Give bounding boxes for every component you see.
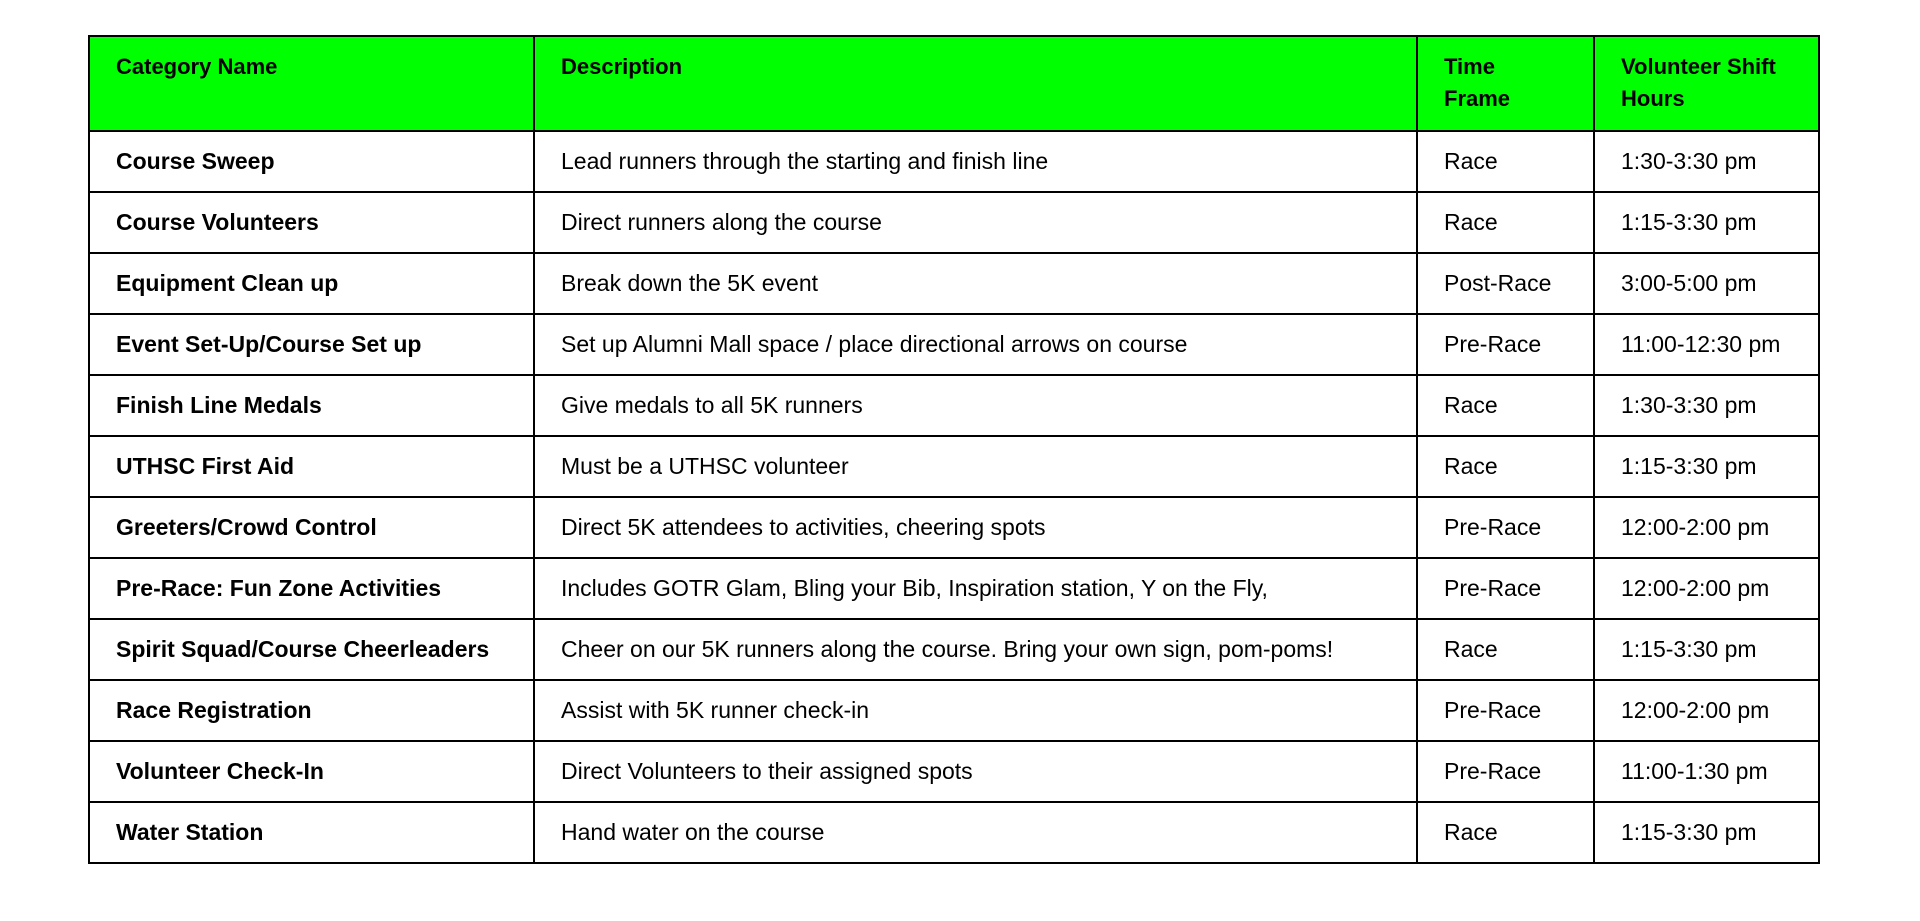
- table-row: [89, 802, 1819, 863]
- cell-description: Direct runners along the course: [534, 192, 1417, 253]
- header-time-frame: Time Frame: [1417, 36, 1594, 131]
- cell-time-frame: Race: [1417, 131, 1594, 192]
- cell-shift-hours: 1:30-3:30 pm: [1594, 131, 1819, 192]
- cell-time-frame: Post-Race: [1417, 253, 1594, 314]
- cell-description: Lead runners through the starting and finish line: [534, 131, 1417, 192]
- cell-time-frame: Race: [1417, 375, 1594, 436]
- cell-description: Assist with 5K runner check-in: [534, 680, 1417, 741]
- cell-shift-hours: 1:15-3:30 pm: [1594, 802, 1819, 863]
- cell-shift-hours: 1:15-3:30 pm: [1594, 192, 1819, 253]
- table-row: [89, 131, 1819, 192]
- cell-category: Finish Line Medals: [89, 375, 534, 436]
- table-row: [89, 619, 1819, 680]
- cell-time-frame: Race: [1417, 192, 1594, 253]
- header-description: Description: [534, 36, 1417, 131]
- cell-category: Volunteer Check-In: [89, 741, 534, 802]
- cell-time-frame: Race: [1417, 619, 1594, 680]
- cell-description: Must be a UTHSC volunteer: [534, 436, 1417, 497]
- table-row: [89, 680, 1819, 741]
- table-row: [89, 741, 1819, 802]
- table-row: [89, 192, 1819, 253]
- table-row: [89, 375, 1819, 436]
- header-row: [89, 36, 1819, 131]
- cell-shift-hours: 12:00-2:00 pm: [1594, 680, 1819, 741]
- cell-description: Set up Alumni Mall space / place directional arrows on course: [534, 314, 1417, 375]
- table-row: [89, 314, 1819, 375]
- cell-category: Pre-Race: Fun Zone Activities: [89, 558, 534, 619]
- cell-time-frame: Pre-Race: [1417, 558, 1594, 619]
- cell-shift-hours: 3:00-5:00 pm: [1594, 253, 1819, 314]
- cell-category: Course Volunteers: [89, 192, 534, 253]
- cell-description: Break down the 5K event: [534, 253, 1417, 314]
- table-row: [89, 558, 1819, 619]
- table-body: [89, 131, 1819, 863]
- cell-shift-hours: 12:00-2:00 pm: [1594, 558, 1819, 619]
- cell-time-frame: Race: [1417, 436, 1594, 497]
- cell-description: Direct Volunteers to their assigned spots: [534, 741, 1417, 802]
- cell-category: Equipment Clean up: [89, 253, 534, 314]
- cell-time-frame: Pre-Race: [1417, 497, 1594, 558]
- cell-shift-hours: 1:15-3:30 pm: [1594, 619, 1819, 680]
- header-shift-hours: Volunteer Shift Hours: [1594, 36, 1819, 131]
- cell-shift-hours: 1:30-3:30 pm: [1594, 375, 1819, 436]
- cell-category: Event Set-Up/Course Set up: [89, 314, 534, 375]
- cell-time-frame: Race: [1417, 802, 1594, 863]
- table-header: [89, 36, 1819, 131]
- cell-description: Hand water on the course: [534, 802, 1417, 863]
- table-row: [89, 253, 1819, 314]
- cell-time-frame: Pre-Race: [1417, 680, 1594, 741]
- cell-category: Spirit Squad/Course Cheerleaders: [89, 619, 534, 680]
- cell-description: Give medals to all 5K runners: [534, 375, 1417, 436]
- cell-shift-hours: 11:00-12:30 pm: [1594, 314, 1819, 375]
- cell-description: Cheer on our 5K runners along the course. Bring your own sign, pom-poms!: [534, 619, 1417, 680]
- cell-shift-hours: 11:00-1:30 pm: [1594, 741, 1819, 802]
- cell-description: Includes GOTR Glam, Bling your Bib, Inspiration station, Y on the Fly,: [534, 558, 1417, 619]
- header-category: Category Name: [89, 36, 534, 131]
- cell-category: Greeters/Crowd Control: [89, 497, 534, 558]
- cell-category: Course Sweep: [89, 131, 534, 192]
- cell-category: Race Registration: [89, 680, 534, 741]
- cell-time-frame: Pre-Race: [1417, 741, 1594, 802]
- cell-shift-hours: 12:00-2:00 pm: [1594, 497, 1819, 558]
- cell-category: UTHSC First Aid: [89, 436, 534, 497]
- volunteer-schedule: [88, 35, 1820, 864]
- table-row: [89, 436, 1819, 497]
- cell-shift-hours: 1:15-3:30 pm: [1594, 436, 1819, 497]
- cell-description: Direct 5K attendees to activities, cheering spots: [534, 497, 1417, 558]
- cell-category: Water Station: [89, 802, 534, 863]
- cell-time-frame: Pre-Race: [1417, 314, 1594, 375]
- volunteer-table: [88, 35, 1820, 864]
- table-row: [89, 497, 1819, 558]
